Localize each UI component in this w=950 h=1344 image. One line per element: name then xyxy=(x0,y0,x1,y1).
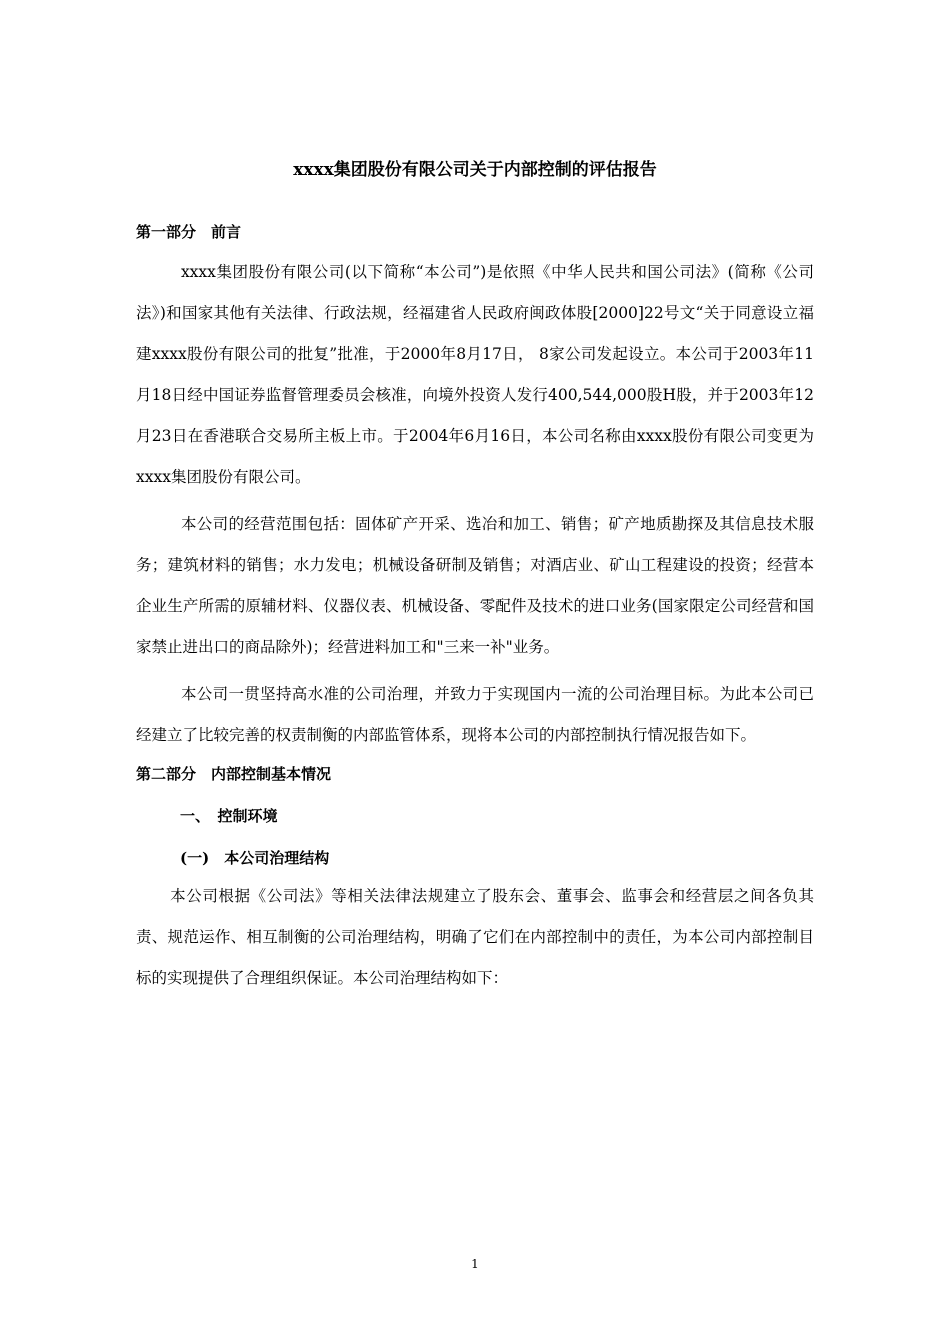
part2-heading: 第二部分 内部控制基本情况 xyxy=(136,765,332,783)
document-title: xxxx集团股份有限公司关于内部控制的评估报告 xyxy=(293,160,657,180)
part2-paragraph-1: 本公司根据《公司法》等相关法律法规建立了股东会、董事会、监事会和经营层之间各负其责、规范运作、相互制衡的公司治理结构，明确了它们在内部控制中的责任，为本公司内部控制目标的实现提供了合理组织保证。本公司治理结构如下： xyxy=(136,887,814,987)
part1-paragraph-2: 本公司的经营范围包括：固体矿产开采、选冶和加工、销售；矿产地质勘探及其信息技术服务；建筑材料的销售；水力发电；机械设备研制及销售；对酒店业、矿山工程建设的投资；经营本企业生产所需的原辅材料、仪器仪表、机械设备、零配件及技术的进口业务(国家限定公司经营和国家禁止进出口的商品除外)；经营进料加工和"三来一补"业务。 xyxy=(136,515,814,656)
subsection1-heading: (一) 本公司治理结构 xyxy=(180,849,330,867)
part1-paragraph-1: xxxx集团股份有限公司(以下简称“本公司”)是依照《中华人民共和国公司法》(简称《公司法》)和国家其他有关法律、行政法规，经福建省人民政府闽政体股[2000]22号文“关于同意设立福建xxxx股份有限公司的批复”批准，于2000年8月17日， 8家公司发起设立。本公司于2003年11月18日经中国证券监督管理委员会核准，向境外投资人发行400,544,000股H股，并于2003年12月23日在香港联合交易所主板上市。于2004年6月16日，本公司名称由xxxx股份有限公司变更为xxxx集团股份有限公司。 xyxy=(136,263,814,486)
part1-heading: 第一部分 前言 xyxy=(136,223,242,241)
document-body xyxy=(136,220,814,1005)
part1-paragraph-3: 本公司一贯坚持高水准的公司治理，并致力于实现国内一流的公司治理目标。为此本公司已经建立了比较完善的权责制衡的内部监管体系，现将本公司的内部控制执行情况报告如下。 xyxy=(136,685,814,744)
section1-heading: 一、 控制环境 xyxy=(180,807,278,825)
page-number: 1 xyxy=(471,1257,479,1271)
